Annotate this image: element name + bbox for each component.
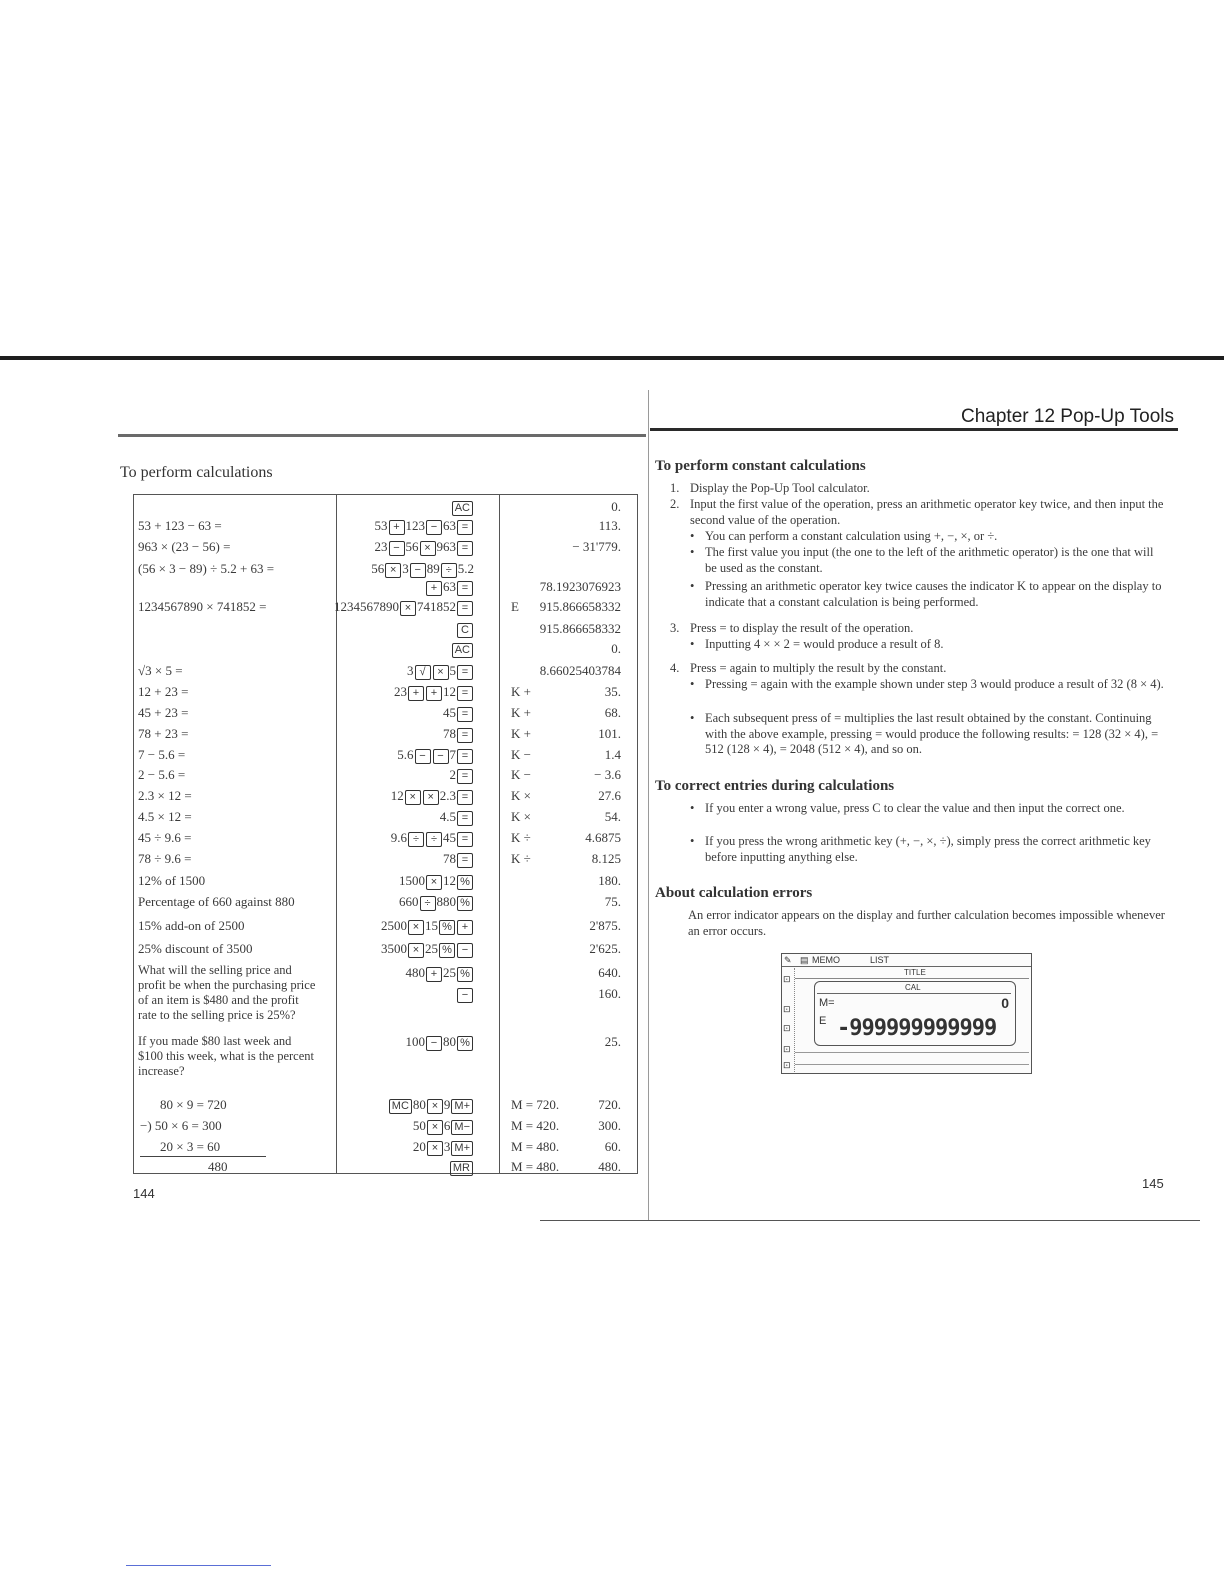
key-digits: 480: [405, 965, 425, 980]
key-cap: =: [457, 811, 473, 826]
key-digits: 6: [443, 1118, 451, 1133]
result-5: 915.866658332: [539, 599, 621, 614]
problem-12: 7 − 5.6 =: [138, 747, 186, 762]
key-cap: M−: [451, 1120, 473, 1135]
problem-26: −) 50 × 6 = 300: [140, 1118, 222, 1133]
key-cap: %: [457, 896, 473, 911]
result-23: 160.: [598, 986, 621, 1001]
key-cap: −: [433, 749, 449, 764]
indicator-26: M = 420.: [511, 1118, 560, 1133]
result-1: 113.: [598, 518, 621, 533]
problem-25: 80 × 9 = 720: [160, 1097, 227, 1112]
key-cap: −: [457, 988, 473, 1003]
key-digits: 123: [405, 518, 425, 533]
result-16: 4.6875: [585, 830, 621, 845]
indicator-14: K ×: [511, 788, 531, 803]
problem-14: 2.3 × 12 =: [138, 788, 192, 803]
indicator-17: K ÷: [511, 851, 531, 866]
key-cap: +: [389, 520, 405, 535]
side-icon-4: ⊡: [783, 1044, 791, 1054]
key-cap: =: [457, 665, 473, 680]
key-digits: 2500: [381, 918, 407, 933]
key-sequence-12: [397, 747, 474, 764]
key-sequence-10: [443, 705, 474, 722]
key-digits: 9: [443, 1097, 451, 1112]
key-cap: +: [457, 920, 473, 935]
key-digits: 80: [443, 1034, 456, 1049]
key-cap: ×: [427, 1099, 443, 1114]
result-19: 75.: [604, 894, 621, 909]
key-digits: 100: [405, 1034, 425, 1049]
problem-3: (56 × 3 − 89) ÷ 5.2 + 63 =: [138, 561, 275, 576]
key-cap: ÷: [420, 896, 436, 911]
problem-11: 78 + 23 =: [138, 726, 189, 741]
left-header-rule: [118, 434, 646, 437]
key-digits: 80: [412, 1097, 426, 1112]
key-cap: ×: [427, 1120, 443, 1135]
key-sequence-2: [375, 539, 475, 556]
side-icon-2: ⊡: [783, 1004, 791, 1014]
key-sequence-27: [413, 1139, 474, 1156]
result-22: 640.: [598, 965, 621, 980]
key-cap: =: [457, 581, 473, 596]
chapter-header: Chapter 12 Pop-Up Tools: [961, 406, 1174, 427]
result-18: 180.: [598, 873, 621, 888]
side-icon-3: ⊡: [783, 1023, 791, 1033]
key-digits: 3: [443, 1139, 451, 1154]
key-sequence-16: [391, 830, 474, 847]
bullet-6: • Each subsequent press of = multiplies the last result obtained by the constant. Continuing with the above example, pressing = would produce the following results: = 128 (32 × 4), = 512 (128 × 4), = 2048 (512 × 4), and so on.: [690, 711, 1159, 756]
left-page-number: 144: [133, 1186, 155, 1201]
key-cap: MR: [450, 1161, 473, 1176]
key-cap: =: [457, 541, 473, 556]
problem-13: 2 − 5.6 =: [138, 767, 186, 782]
key-digits: 741852: [417, 599, 456, 614]
key-cap: =: [457, 728, 473, 743]
bullet-5: • Pressing = again with the example shown under step 3 would produce a result of 32 (8 × 4).: [690, 677, 1164, 691]
problem-2: 963 × (23 − 56) =: [138, 539, 231, 554]
key-cap: ×: [408, 920, 424, 935]
key-sequence-3: [371, 561, 474, 578]
key-sequence-0: [451, 499, 474, 516]
sec-correct-title: To correct entries during calculations: [655, 778, 895, 794]
key-sequence-21: [381, 941, 474, 958]
key-cap: +: [408, 686, 424, 701]
key-sequence-22: [406, 965, 475, 982]
key-cap: ×: [400, 601, 416, 616]
key-digits: 15: [425, 918, 438, 933]
key-cap: =: [457, 832, 473, 847]
key-sequence-6: [456, 621, 474, 638]
calculator-error-screen: [781, 953, 1032, 1074]
key-sequence-25: [388, 1097, 474, 1114]
key-digits: 53: [374, 518, 388, 533]
result-13: − 3.6: [594, 767, 621, 782]
key-digits: 4.5: [439, 809, 456, 824]
key-digits: 7: [449, 747, 456, 762]
problem-16: 45 ÷ 9.6 =: [138, 830, 192, 845]
indicator-16: K ÷: [511, 830, 531, 845]
right-header-rule: [650, 428, 1178, 431]
result-26: 300.: [598, 1118, 621, 1133]
para-percent-increase: If you made $80 last week and $100 this week, what is the percent increase?: [138, 1034, 314, 1078]
side-icon-5: ⊡: [783, 1060, 791, 1070]
indicator-9: K +: [511, 684, 531, 699]
result-20: 2'875.: [589, 918, 621, 933]
step-3: 3. Press = to display the result of the operation.: [670, 621, 914, 635]
step-1: 1. Display the Pop-Up Tool calculator.: [670, 481, 870, 495]
result-8: 8.66025403784: [539, 663, 621, 678]
title-label: TITLE: [904, 968, 926, 977]
key-sequence-5: [334, 599, 474, 616]
bullet-8: • If you press the wrong arithmetic key (+, −, ×, ÷), simply press the correct arithmetic key before inputting anything else.: [690, 834, 1151, 864]
key-sequence-13: [450, 767, 475, 784]
key-cap: =: [457, 769, 473, 784]
key-cap: ÷: [408, 832, 424, 847]
right-page-number: 145: [1142, 1176, 1164, 1191]
key-digits: 78: [443, 851, 456, 866]
key-sequence-8: [407, 663, 474, 680]
key-cap: ÷: [426, 832, 442, 847]
key-cap: AC: [452, 643, 473, 658]
key-sequence-7: [451, 641, 474, 658]
result-10: 68.: [604, 705, 621, 720]
col-divider-2: [499, 495, 500, 1173]
screen-side-icons: [782, 968, 795, 1072]
key-cap: =: [457, 853, 473, 868]
key-cap: −: [415, 749, 431, 764]
key-sequence-20: [381, 918, 474, 935]
bottom-rule: [540, 1220, 1200, 1221]
footer-link-line: [126, 1565, 271, 1566]
key-cap: AC: [452, 501, 473, 516]
bullet-4: • Inputting 4 × × 2 = would produce a result of 8.: [690, 637, 944, 651]
result-21: 2'625.: [589, 941, 621, 956]
key-digits: 5.2: [457, 561, 474, 576]
key-digits: 1500: [399, 873, 425, 888]
result-6: 915.866658332: [539, 621, 621, 636]
bullet-1: • You can perform a constant calculation using +, −, ×, or ÷.: [690, 529, 998, 543]
key-cap: ×: [423, 790, 439, 805]
indicator-11: K +: [511, 726, 531, 741]
problem-9: 12 + 23 =: [138, 684, 189, 699]
key-digits: 2.3: [439, 788, 456, 803]
bullet-7: • If you enter a wrong value, press C to clear the value and then input the correct one.: [690, 801, 1125, 815]
key-digits: 1234567890: [334, 599, 399, 614]
book-spine: [648, 390, 649, 1220]
key-digits: 23: [394, 684, 407, 699]
key-cap: %: [457, 1036, 473, 1051]
problem-8: √3 × 5 =: [138, 663, 183, 678]
step-2: 2. Input the first value of the operation, press an arithmetic operator key twice, and then input the second value of the operation.: [670, 497, 1164, 527]
key-digits: 3: [407, 663, 414, 678]
key-cap: %: [439, 920, 455, 935]
problem-17: 78 ÷ 9.6 =: [138, 851, 192, 866]
key-cap: =: [457, 601, 473, 616]
key-cap: %: [439, 943, 455, 958]
top-page-rule: [0, 356, 1224, 360]
key-cap: +: [426, 581, 442, 596]
key-sequence-17: [443, 851, 474, 868]
calc-window: [814, 981, 1016, 1046]
key-cap: +: [426, 686, 442, 701]
problem-19: Percentage of 660 against 880: [138, 894, 295, 909]
key-digits: 56: [371, 561, 385, 576]
problem-28: 480: [208, 1159, 228, 1174]
problem-21: 25% discount of 3500: [138, 941, 253, 956]
result-0: 0.: [611, 499, 621, 514]
indicator-27: M = 480.: [511, 1139, 560, 1154]
key-cap: ÷: [441, 563, 457, 578]
problem-27: 20 × 3 = 60: [160, 1139, 221, 1154]
memo-label: MEMO: [812, 955, 840, 965]
result-2: − 31'779.: [572, 539, 621, 554]
key-sequence-24: [406, 1034, 475, 1051]
result-11: 101.: [598, 726, 621, 741]
key-cap: %: [457, 967, 473, 982]
indicator-10: K +: [511, 705, 531, 720]
key-cap: ×: [385, 563, 401, 578]
key-cap: =: [457, 686, 473, 701]
result-24: 25.: [604, 1034, 621, 1049]
key-digits: 963: [436, 539, 456, 554]
key-sequence-23: [456, 986, 474, 1003]
key-cap: =: [457, 707, 473, 722]
key-cap: +: [426, 967, 442, 982]
result-17: 8.125: [591, 851, 621, 866]
calculation-table: [133, 494, 638, 1174]
result-28: 480.: [598, 1159, 621, 1174]
screen-topbar: [782, 954, 1031, 967]
key-digits: 25: [443, 965, 456, 980]
key-digits: 5: [449, 663, 456, 678]
key-sequence-11: [443, 726, 474, 743]
key-cap: −: [457, 943, 473, 958]
key-cap: %: [457, 875, 473, 890]
key-cap: ×: [433, 665, 449, 680]
key-cap: −: [426, 1036, 442, 1051]
key-digits: 9.6: [390, 830, 407, 845]
key-sequence-14: [391, 788, 474, 805]
result-25: 720.: [598, 1097, 621, 1112]
key-cap: −: [426, 520, 442, 535]
key-digits: 25: [425, 941, 438, 956]
indicator-28: M = 480.: [511, 1159, 560, 1174]
key-digits: 2: [449, 767, 456, 782]
key-digits: 12: [390, 788, 404, 803]
key-digits: 63: [443, 518, 456, 533]
sum-line: [140, 1156, 266, 1157]
key-cap: ×: [427, 1141, 443, 1156]
key-sequence-18: [399, 873, 474, 890]
result-12: 1.4: [604, 747, 621, 762]
side-icon-1: ⊡: [783, 974, 791, 984]
memory-value: 0: [1001, 995, 1009, 1011]
indicator-15: K ×: [511, 809, 531, 824]
key-digits: 63: [443, 579, 456, 594]
key-sequence-26: [413, 1118, 474, 1135]
memory-label: M=: [819, 997, 835, 1009]
cal-label: CAL: [905, 983, 921, 992]
error-indicator: E: [819, 1015, 827, 1027]
result-14: 27.6: [598, 788, 621, 803]
problem-1: 53 + 123 − 63 =: [138, 518, 222, 533]
indicator-5: E: [511, 599, 519, 614]
result-15: 54.: [604, 809, 621, 824]
key-digits: 45: [443, 830, 456, 845]
key-sequence-28: [449, 1159, 474, 1176]
sec-constant-title: To perform constant calculations: [655, 458, 866, 474]
key-cap: −: [389, 541, 405, 556]
title-bar: [795, 969, 1029, 979]
bullet-3: • Pressing an arithmetic operator key twice causes the indicator K to appear on the display to indicate that a constant calculation is being performed.: [690, 579, 1162, 609]
key-digits: 89: [426, 561, 440, 576]
step-4: 4. Press = again to multiply the result by the constant.: [670, 661, 947, 675]
key-cap: =: [457, 749, 473, 764]
indicator-12: K −: [511, 747, 531, 762]
error-paragraph: An error indicator appears on the display and further calculation becomes impossible whenever an error occurs.: [688, 908, 1165, 938]
key-digits: 20: [412, 1139, 426, 1154]
key-cap: MC: [389, 1099, 412, 1114]
screen-line-1: [795, 1052, 1029, 1053]
result-27: 60.: [604, 1139, 621, 1154]
key-digits: 660: [399, 894, 419, 909]
bullet-2: • The first value you input (the one to the left of the arithmetic operator) is the one that will be used as the constant.: [690, 545, 1154, 575]
key-cap: ×: [426, 875, 442, 890]
key-digits: 5.6: [397, 747, 414, 762]
result-4: 78.1923076923: [539, 579, 621, 594]
key-digits: 56: [405, 539, 419, 554]
result-9: 35.: [604, 684, 621, 699]
para-selling-price: What will the selling price and profit be when the purchasing price of an item is $480 and the profit rate to the selling price is 25%?: [138, 963, 316, 1022]
key-digits: 45: [443, 705, 456, 720]
key-digits: 3500: [381, 941, 407, 956]
indicator-13: K −: [511, 767, 531, 782]
key-digits: 3: [402, 561, 409, 576]
key-digits: 880: [436, 894, 456, 909]
col-divider-1: [336, 495, 337, 1173]
memo-icon: ▤: [800, 955, 809, 965]
key-cap: −: [410, 563, 426, 578]
key-digits: 50: [412, 1118, 426, 1133]
key-cap: M+: [451, 1099, 473, 1114]
problem-20: 15% add-on of 2500: [138, 918, 245, 933]
key-digits: 23: [374, 539, 388, 554]
key-digits: 78: [443, 726, 456, 741]
pen-icon: ✎: [784, 955, 792, 965]
key-cap: ×: [420, 541, 436, 556]
key-sequence-19: [399, 894, 474, 911]
key-sequence-1: [375, 518, 475, 535]
cal-divider: [817, 993, 1011, 994]
left-section-title: To perform calculations: [120, 464, 273, 481]
screen-line-2: [795, 1064, 1029, 1065]
key-digits: 12: [443, 873, 456, 888]
key-cap: √: [415, 665, 431, 680]
key-digits: 12: [443, 684, 456, 699]
key-cap: =: [457, 790, 473, 805]
key-cap: ×: [408, 943, 424, 958]
problem-5: 1234567890 × 741852 =: [138, 599, 267, 614]
key-cap: M+: [451, 1141, 473, 1156]
key-cap: C: [457, 623, 473, 638]
problem-15: 4.5 × 12 =: [138, 809, 192, 824]
result-7: 0.: [611, 641, 621, 656]
key-sequence-9: [394, 684, 474, 701]
problem-18: 12% of 1500: [138, 873, 206, 888]
sec-errors-title: About calculation errors: [655, 885, 813, 901]
list-label: LIST: [870, 955, 890, 965]
problem-10: 45 + 23 =: [138, 705, 189, 720]
key-sequence-4: [425, 579, 474, 596]
key-cap: ×: [405, 790, 421, 805]
key-cap: =: [457, 520, 473, 535]
key-sequence-15: [440, 809, 474, 826]
indicator-25: M = 720.: [511, 1097, 560, 1112]
display-value: -999999999999: [837, 1016, 997, 1041]
